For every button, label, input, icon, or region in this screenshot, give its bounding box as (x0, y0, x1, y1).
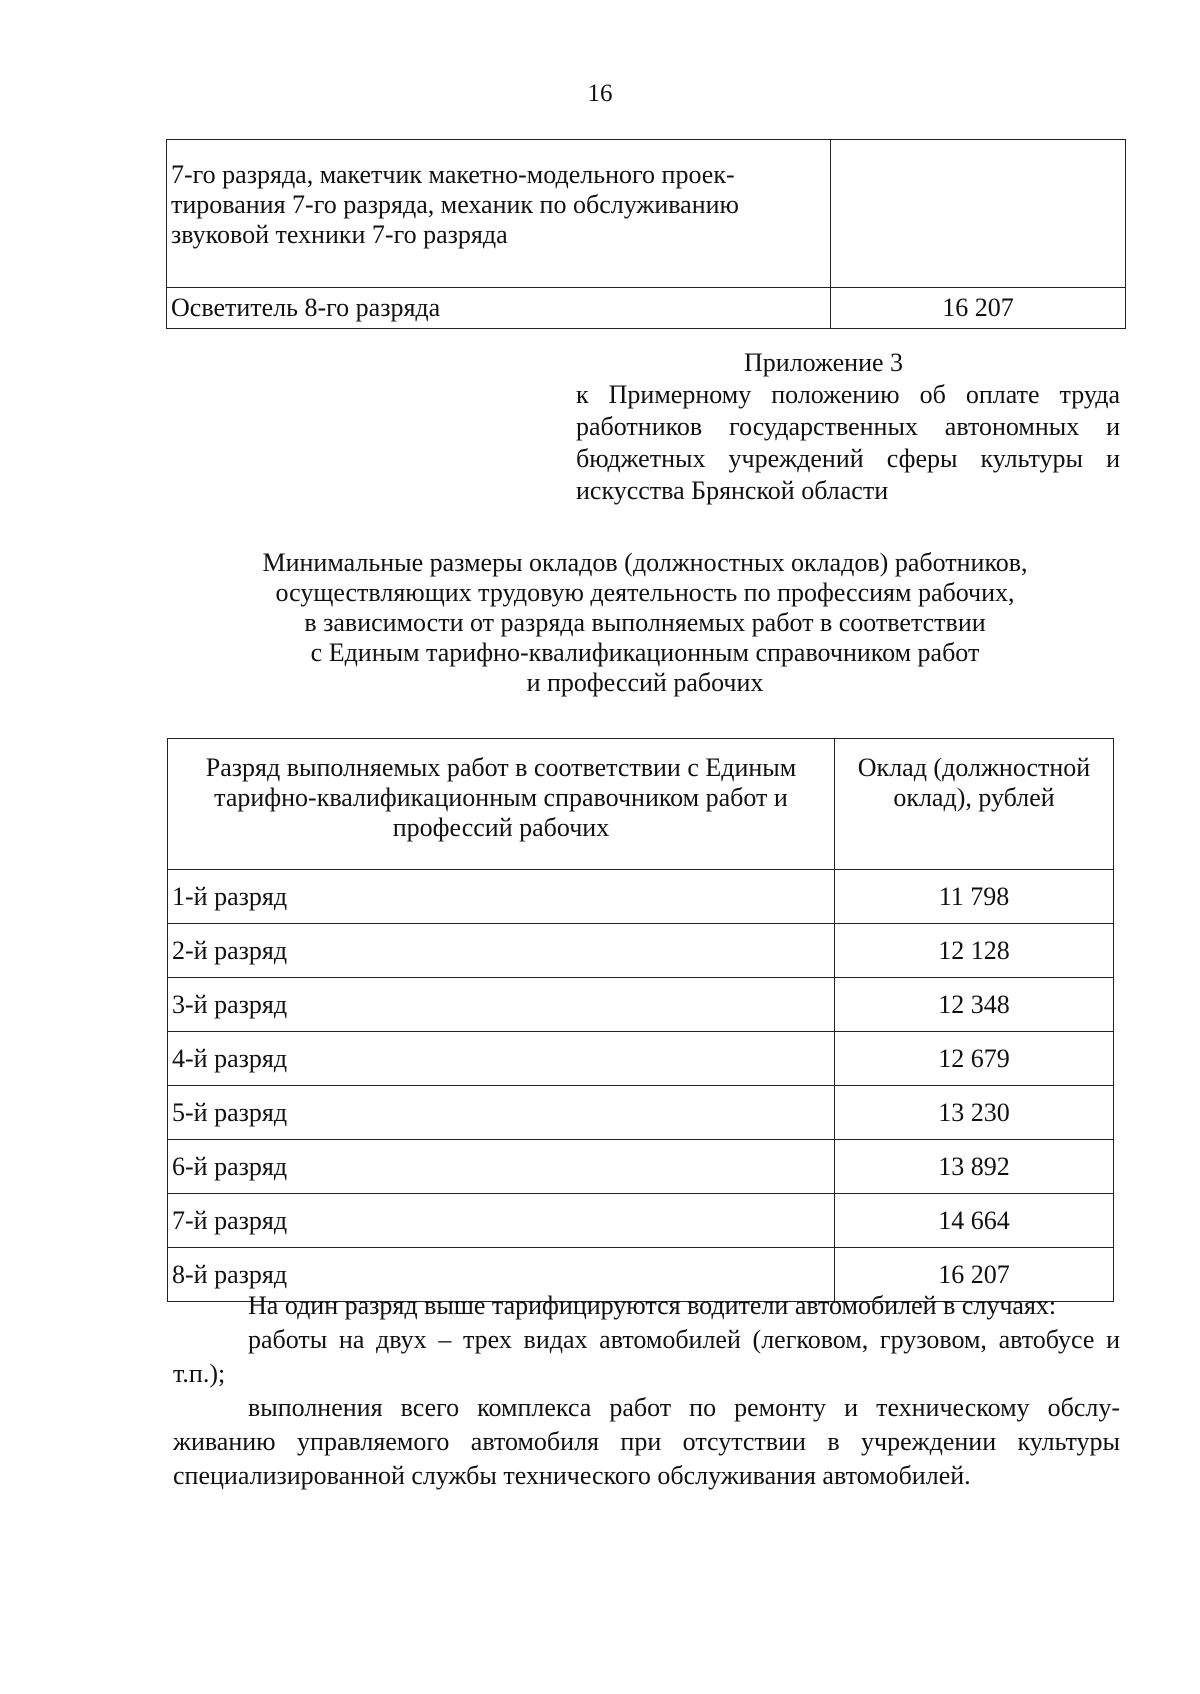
table-row (168, 1086, 1114, 1140)
continued-table (166, 139, 1126, 329)
heading-line: с Единым тарифно-квалификационным справочником работ (310, 638, 980, 667)
appendix-body: к Примерному положению об оплате труда работников государственных автономных и бюджетных учреждений сферы культуры и искусства Брянской области (576, 380, 1120, 505)
salary-cell: 12 128 (835, 924, 1114, 978)
salary-cell: 11 798 (835, 870, 1114, 924)
table-row (168, 978, 1114, 1032)
salary-cell: 14 664 (835, 1194, 1114, 1248)
table-row (167, 140, 1126, 288)
note-paragraph: работы на двух – трех видах автомобилей (легковом, грузовом, автобусе и т.п.); (173, 1325, 1120, 1388)
rank-cell: 1-й разряд (168, 870, 835, 924)
salary-cell: 12 679 (835, 1032, 1114, 1086)
page-number: 16 (587, 80, 613, 107)
table-cell-value (831, 140, 1126, 288)
table-row (168, 1032, 1114, 1086)
heading-line: осуществляющих трудовую деятельность по профессиям рабочих, (275, 578, 1015, 607)
table-row (168, 1140, 1114, 1194)
rank-cell: 8-й разряд (168, 1248, 835, 1302)
document-heading (160, 548, 1130, 698)
heading-line: Минимальные размеры окладов (должностных окладов) работников, (262, 548, 1028, 577)
table-row (167, 288, 1126, 329)
table-cell-value: 16 207 (831, 288, 1126, 329)
table-row (168, 1194, 1114, 1248)
rank-cell: 4-й разряд (168, 1032, 835, 1086)
header-rank: Разряд выполняемых работ в соответствии с Единым тарифно-квалификационным справочником работ и профессий рабочих (168, 739, 835, 870)
notes-block (173, 1289, 1120, 1493)
rank-cell: 2-й разряд (168, 924, 835, 978)
salary-cell: 16 207 (835, 1248, 1114, 1302)
table-row (168, 870, 1114, 924)
table-row (168, 924, 1114, 978)
table-cell-description: Осветитель 8-го разряда (167, 288, 831, 329)
appendix-block (576, 347, 1120, 507)
rank-cell: 3-й разряд (168, 978, 835, 1032)
rank-cell: 7-й разряд (168, 1194, 835, 1248)
salary-cell: 13 230 (835, 1086, 1114, 1140)
rank-cell: 6-й разряд (168, 1140, 835, 1194)
heading-line: в зависимости от разряда выполняемых работ в соответствии (304, 608, 986, 637)
note-paragraph: На один разряд выше тарифицируются водители автомобилей в случаях: (248, 1291, 1057, 1320)
rank-cell: 5-й разряд (168, 1086, 835, 1140)
header-salary: Оклад (должностной оклад), рублей (835, 739, 1114, 870)
salary-cell: 13 892 (835, 1140, 1114, 1194)
salary-cell: 12 348 (835, 978, 1114, 1032)
salary-table (167, 738, 1114, 1302)
table-header-row (168, 739, 1114, 870)
note-paragraph: выполнения всего комплекса работ по ремонту и техническому обслу-живанию управляемого автомобиля при отсутствии в учреждении культуры специализированной службы технического обслуживания автомобилей. (173, 1393, 1120, 1490)
table-cell-description: 7-го разряда, макетчик макетно-модельного проек-тирования 7-го разряда, механик по обслуживанию звуковой техники 7-го разряда (167, 140, 831, 288)
appendix-title: Приложение 3 (744, 348, 904, 377)
heading-line: и профессий рабочих (526, 668, 764, 697)
